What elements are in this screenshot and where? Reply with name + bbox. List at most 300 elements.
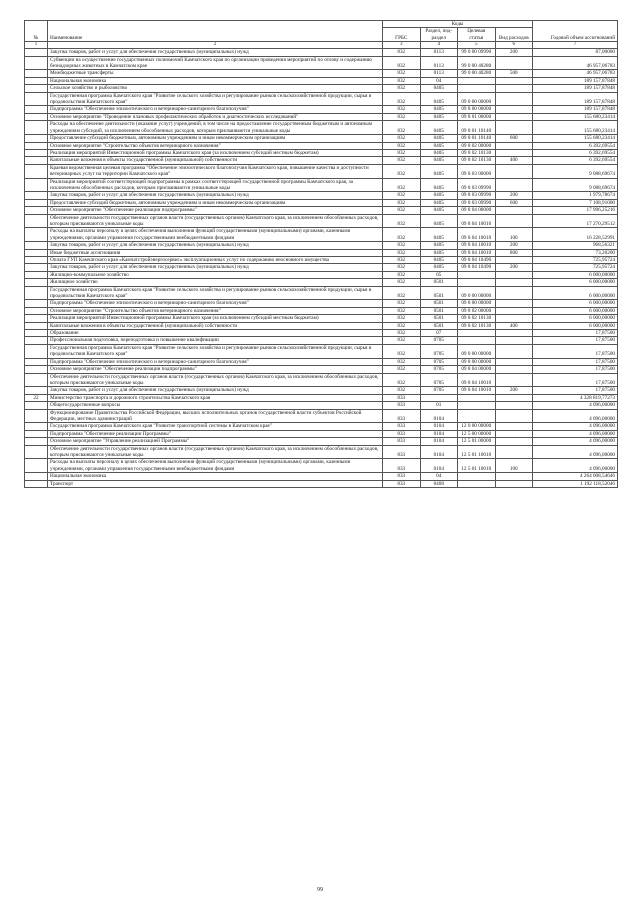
row-grbs: 832 [383,207,421,214]
row-vr: 200 [495,49,533,56]
row-sum: 6 000,00000 [533,286,618,300]
row-sum: 17,87500 [533,358,618,365]
row-section: 0405 [420,135,458,142]
row-number [25,142,48,149]
row-section: 0501 [420,315,458,322]
row-vr [495,430,533,437]
header-vr: Вид расходов [495,28,533,42]
row-name: Реализация мероприятий соответствующей подпрограммы в рамках соответствующей государственной программы Камчатского края, за исключением обособленных расходов, которым присваиваются уникальные коды [48,178,383,192]
row-name: Функционирование Правительства Российской Федерации, высших исполнительных органов государственной власти субъектов Российской Федерации, местных администраций [48,409,383,423]
row-grbs: 832 [383,358,421,365]
row-number [25,199,48,206]
row-vr [495,344,533,358]
row-vr: 100 [495,459,533,473]
row-article [458,271,496,278]
row-sum: 9 088,69674 [533,178,618,192]
row-grbs: 832 [383,315,421,322]
row-vr: 100 [495,228,533,242]
row-name: Обеспечение деятельности государственных органов власти (государственных органов) Камчатского края, за исключением обособленных расходов, которым присваиваются уникальные коды [48,373,383,387]
row-grbs: 832 [383,330,421,337]
row-section: 0104 [420,409,458,423]
row-article: 09 8 04 10490 [458,257,496,264]
row-name: Жилищное хозяйство [48,279,383,286]
row-section: 0501 [420,279,458,286]
row-section: 0104 [420,445,458,459]
row-vr [495,423,533,430]
row-sum: 189 157,87848 [533,85,618,92]
row-name: Закупка товаров, работ и услуг для обеспечения государственных (муниципальных) нужд [48,242,383,249]
row-number [25,56,48,70]
row-name: Закупка товаров, работ и услуг для обеспечения государственных (муниципальных) нужд [48,264,383,271]
row-sum: 725,95724 [533,257,618,264]
row-name: Подпрограмма "Обеспечение эпизоотического и ветеринарно-санитарного благополучия" [48,300,383,307]
row-article: 09 8 04 10010 [458,214,496,228]
row-article [458,473,496,480]
row-section: 0405 [420,142,458,149]
row-vr [495,121,533,135]
header-no: № [25,21,48,42]
row-sum: 17,87500 [533,344,618,358]
budget-table [24,20,618,488]
table-row [25,438,618,445]
row-name: Подпрограмма "Обеспечение эпизоотического и ветеринарно-санитарного благополучия" [48,358,383,365]
row-number [25,307,48,314]
row-section: 0405 [420,228,458,242]
row-grbs: 832 [383,178,421,192]
row-name: Государственная программа Камчатского края "Развитие сельского хозяйства и регулирование рынков сельскохозяйственной продукции, сырья и продовольствия Камчатского края" [48,344,383,358]
table-row [25,286,618,300]
row-section: 0501 [420,322,458,329]
row-number [25,286,48,300]
row-sum: 4 096,00000 [533,459,618,473]
row-section: 0405 [420,214,458,228]
row-vr [495,77,533,84]
table-row [25,423,618,430]
row-name: Государственная программа Камчатского края "Развитие сельского хозяйства и регулирование рынков сельскохозяйственной продукции, сырья и продовольствия Камчатского края" [48,286,383,300]
row-section: 0405 [420,192,458,199]
row-number [25,178,48,192]
column-number: 2 [48,42,383,49]
row-grbs: 832 [383,85,421,92]
row-grbs: 833 [383,409,421,423]
row-article: 09 0 00 00000 [458,344,496,358]
table-row [25,409,618,423]
row-vr: 600 [495,135,533,142]
table-row [25,394,618,401]
table-row [25,387,618,394]
row-name: Расходы на выплаты персоналу в целях обеспечения выполнения функций государственными (муниципальными) органами, казенными учреждениями, органами управления государственными внебюджетными фондами [48,228,383,242]
row-number [25,373,48,387]
row-grbs: 832 [383,135,421,142]
row-sum: 4 096,00000 [533,409,618,423]
row-grbs: 832 [383,300,421,307]
row-grbs: 832 [383,113,421,120]
row-vr [495,473,533,480]
row-number [25,85,48,92]
row-sum: 6 392,69554 [533,157,618,164]
row-vr [495,337,533,344]
row-vr [495,164,533,178]
table-row [25,214,618,228]
row-number [25,113,48,120]
table-row [25,445,618,459]
table-row [25,56,618,70]
row-grbs: 832 [383,387,421,394]
table-row [25,279,618,286]
row-grbs: 833 [383,445,421,459]
row-sum: 1 979,78674 [533,192,618,199]
row-sum: 6 000,00000 [533,300,618,307]
row-article: 09 0 00 00000 [458,92,496,106]
table-row [25,402,618,409]
row-name: Жилищно-коммунальное хозяйство [48,271,383,278]
row-sum: 4 096,00000 [533,402,618,409]
table-row [25,70,618,77]
row-grbs: 832 [383,199,421,206]
row-sum: 17 996,25216 [533,207,618,214]
row-vr: 200 [495,242,533,249]
table-row [25,337,618,344]
row-grbs: 833 [383,459,421,473]
row-sum: 87,00000 [533,49,618,56]
row-name: Капитальные вложения в объекты государственной (муниципальной) собственности [48,157,383,164]
row-section: 0405 [420,242,458,249]
row-vr [495,207,533,214]
row-article: 09 8 04 00000 [458,207,496,214]
row-number [25,77,48,84]
row-name: Государственная программа Камчатского края "Развитие транспортной системы в Камчатском крае" [48,423,383,430]
row-name: Основное мероприятие "Строительство объектов ветеринарного назначения" [48,142,383,149]
row-vr: 200 [495,192,533,199]
column-number: 7 [533,42,618,49]
row-grbs: 832 [383,366,421,373]
column-number: 4 [420,42,458,49]
row-number [25,445,48,459]
row-number [25,387,48,394]
row-vr [495,394,533,401]
row-grbs: 832 [383,92,421,106]
row-section: 0405 [420,249,458,256]
table-row [25,149,618,156]
row-section: 0501 [420,286,458,300]
table-row [25,113,618,120]
column-number: 6 [495,42,533,49]
row-grbs: 833 [383,430,421,437]
row-grbs: 832 [383,77,421,84]
row-name: Государственная программа Камчатского края "Развитие сельского хозяйства и регулирование рынков сельскохозяйственной продукции, сырья и продовольствия Камчатского края" [48,92,383,106]
row-name: Реализация мероприятий Инвестиционной программы Камчатского края (за исключением субсидий местным бюджетам) [48,315,383,322]
row-vr [495,178,533,192]
row-number [25,322,48,329]
row-name: Транспорт [48,480,383,487]
row-sum: 4 096,00000 [533,438,618,445]
row-name: Основное мероприятие "Управление реализацией Программы" [48,438,383,445]
row-sum: 17,87500 [533,373,618,387]
row-vr: 600 [495,199,533,206]
row-section: 0405 [420,149,458,156]
row-grbs: 832 [383,164,421,178]
row-article: 12 0 00 00000 [458,423,496,430]
header-name: Наименование [48,21,383,42]
row-number [25,149,48,156]
row-name: Обеспечение деятельности государственных органов власти (государственных органов) Камчатского края, за исключением обособленных расходов, которым присваиваются уникальные коды [48,445,383,459]
row-sum: 6 000,00000 [533,279,618,286]
row-article: 09 8 03 09990 [458,192,496,199]
table-row [25,373,618,387]
row-article: 09 8 04 10010 [458,242,496,249]
row-section: 0104 [420,438,458,445]
header-codes: Коды [383,21,533,28]
row-name: Основное мероприятие "Обеспечение реализации подпрограммы" [48,366,383,373]
row-number [25,157,48,164]
row-vr [495,300,533,307]
row-number [25,402,48,409]
row-grbs: 833 [383,402,421,409]
row-name: Закупка товаров, работ и услуг для обеспечения государственных (муниципальных) нужд [48,387,383,394]
header-section: Раздел, под-раздел [420,28,458,42]
row-number [25,106,48,113]
row-article: 99 0 00 40280 [458,70,496,77]
row-article: 09 8 02 10130 [458,315,496,322]
row-article: 09 8 04 10490 [458,264,496,271]
table-row [25,249,618,256]
row-name: Иные бюджетные ассигнования [48,249,383,256]
row-sum: 6 000,00000 [533,307,618,314]
table-row [25,178,618,192]
row-section: 0501 [420,307,458,314]
row-number [25,358,48,365]
row-vr [495,271,533,278]
row-article [458,330,496,337]
row-name: Национальная экономика [48,77,383,84]
row-vr: 400 [495,157,533,164]
row-name: Межбюджетные трансферты [48,70,383,77]
header-grbs: ГРБС [383,28,421,42]
table-row [25,344,618,358]
row-number [25,300,48,307]
row-article: 09 8 03 09990 [458,199,496,206]
row-grbs: 832 [383,322,421,329]
row-grbs: 832 [383,307,421,314]
table-row [25,199,618,206]
row-grbs: 832 [383,70,421,77]
row-name: Образование [48,330,383,337]
table-body [25,49,618,488]
row-name: Профессиональная подготовка, переподготовка и повышение квалификации [48,337,383,344]
row-grbs: 833 [383,438,421,445]
row-section: 0405 [420,121,458,135]
table-row [25,121,618,135]
row-section: 0705 [420,344,458,358]
row-grbs: 832 [383,249,421,256]
row-section: 01 [420,402,458,409]
table-row [25,135,618,142]
row-sum: 17,87500 [533,387,618,394]
row-article: 09 8 01 00000 [458,113,496,120]
row-vr [495,85,533,92]
row-grbs: 832 [383,214,421,228]
row-section: 04 [420,77,458,84]
row-number [25,279,48,286]
row-article: 09 8 04 00000 [458,366,496,373]
row-number [25,228,48,242]
row-vr: 500 [495,70,533,77]
row-article [458,337,496,344]
row-article: 99 0 00 09990 [458,49,496,56]
row-section: 0405 [420,199,458,206]
row-article: 09 8 04 10010 [458,387,496,394]
row-section: 0405 [420,85,458,92]
row-number [25,249,48,256]
table-row [25,315,618,322]
row-name: Предоставление субсидий бюджетным, автономным учреждениям и иным некоммерческим организациям [48,199,383,206]
table-row [25,322,618,329]
row-article: 09 8 00 00000 [458,358,496,365]
row-grbs: 832 [383,49,421,56]
row-article: 09 8 00 00000 [458,106,496,113]
row-name: Предоставление субсидий бюджетным, автономным учреждениям и иным некоммерческим организациям [48,135,383,142]
row-article: 09 8 02 10130 [458,157,496,164]
row-name: Обеспечение деятельности государственных органов власти (государственных органов) Камчатского края, за исключением обособленных расходов, которым присваиваются уникальные коды [48,214,383,228]
row-sum: 4 328 819,77273 [533,394,618,401]
row-name: Расходы на выплаты персоналу в целях обеспечения выполнения функций государственными (муниципальными) органами, казенными учреждениями, органами управления государственными внебюджетными фондами [48,459,383,473]
column-number-row [25,42,618,49]
row-section: 0405 [420,264,458,271]
row-name: Основное мероприятие "Обеспечение реализации подпрограммы" [48,207,383,214]
row-name: Реализация мероприятий Инвестиционной программы Камчатского края (за исключением субсидий местным бюджетам) [48,149,383,156]
header-sum: Годовой объем ассигнований [533,21,618,42]
row-number [25,438,48,445]
row-section: 0705 [420,337,458,344]
row-article: 09 8 01 10140 [458,135,496,142]
row-grbs: 833 [383,473,421,480]
table-row [25,85,618,92]
row-grbs: 832 [383,286,421,300]
row-name: Расходы на обеспечение деятельности (оказание услуг) учреждений, в том числе на предоставление государственным бюджетным и автономным учреждениям субсидий, за исключением обособленных расходов, которым присваиваются уникальные коды [48,121,383,135]
row-section: 04 [420,473,458,480]
row-section: 0705 [420,373,458,387]
row-vr [495,149,533,156]
table-row [25,473,618,480]
row-name: Основное мероприятие "Строительство объектов ветеринарного назначения" [48,307,383,314]
row-article: 09 8 03 09990 [458,178,496,192]
row-name: Капитальные вложения в объекты государственной (муниципальной) собственности [48,322,383,329]
row-number [25,473,48,480]
table-row [25,358,618,365]
row-number [25,330,48,337]
row-sum: 7 108,91000 [533,199,618,206]
row-section: 0405 [420,92,458,106]
row-article: 09 8 02 10130 [458,322,496,329]
row-vr [495,92,533,106]
row-article: 12 5 01 10010 [458,459,496,473]
row-vr: 800 [495,249,533,256]
row-article: 09 8 02 00000 [458,142,496,149]
header-article: Целевая статья [458,28,496,42]
row-sum: 17 270,29512 [533,214,618,228]
row-vr [495,402,533,409]
row-grbs: 832 [383,192,421,199]
row-section: 0113 [420,70,458,77]
table-row [25,77,618,84]
row-sum: 1 192 118,52046 [533,480,618,487]
row-section: 0104 [420,430,458,437]
row-section: 0705 [420,387,458,394]
row-vr [495,330,533,337]
row-name: Министерство транспорта и дорожного строительства Камчатского края [48,394,383,401]
row-number [25,480,48,487]
row-grbs: 833 [383,423,421,430]
table-row [25,459,618,473]
row-article [458,402,496,409]
row-article [458,409,496,423]
row-vr [495,106,533,113]
row-name: Основное мероприятие "Проведение плановых профилактических обработок и диагностических исследований" [48,113,383,120]
row-section: 0501 [420,300,458,307]
row-sum: 189 157,87848 [533,77,618,84]
row-article [458,85,496,92]
row-grbs: 832 [383,257,421,264]
column-number: 1 [25,42,48,49]
row-section: 0405 [420,157,458,164]
row-vr [495,366,533,373]
row-section: 0104 [420,423,458,430]
row-sum: 46 957,06783 [533,56,618,70]
table-row [25,207,618,214]
row-vr [495,315,533,322]
row-vr [495,307,533,314]
row-section: 0705 [420,366,458,373]
row-vr [495,279,533,286]
row-number [25,164,48,178]
row-number [25,214,48,228]
row-sum: 4 264 008,54646 [533,473,618,480]
row-vr: 400 [495,322,533,329]
row-vr: 200 [495,264,533,271]
row-grbs: 833 [383,480,421,487]
row-article: 12 5 01 00000 [458,438,496,445]
row-grbs: 832 [383,106,421,113]
row-name: Национальная экономика [48,473,383,480]
row-sum: 4 096,00000 [533,445,618,459]
row-section: 0405 [420,164,458,178]
row-article: 09 8 03 00000 [458,164,496,178]
row-number [25,430,48,437]
row-grbs: 832 [383,242,421,249]
row-article: 09 8 02 00000 [458,307,496,314]
row-number [25,366,48,373]
table-row [25,157,618,164]
table-row [25,192,618,199]
row-number [25,70,48,77]
row-sum: 16 228,52991 [533,228,618,242]
row-number: 22 [25,394,48,401]
table-row [25,106,618,113]
row-article [458,279,496,286]
row-number [25,423,48,430]
row-article: 09 8 04 10010 [458,228,496,242]
row-section [420,394,458,401]
row-number [25,409,48,423]
row-article: 12 5 00 00000 [458,430,496,437]
row-number [25,49,48,56]
row-sum: 4 096,00000 [533,430,618,437]
table-row [25,92,618,106]
table-row [25,366,618,373]
row-sum: 4 096,00000 [533,423,618,430]
table-row [25,228,618,242]
row-name: Закупка товаров, работ и услуг для обеспечения государственных (муниципальных) нужд [48,49,383,56]
